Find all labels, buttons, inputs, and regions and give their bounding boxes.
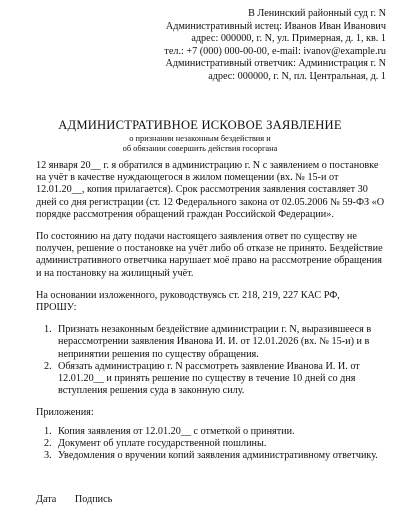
request-list (36, 324, 386, 397)
list-item-number: 1. (44, 324, 52, 336)
paragraph-legal-basis: На основании изложенного, руководствуясь ст. 218, 219, 227 КАС РФ, (36, 289, 340, 301)
header-line-defendant: Административный ответчик: Администрация г. N (165, 58, 386, 70)
paragraph-facts: 12 января 20__ г. я обратился в администрацию г. N с заявлением о постановке на учёт в качестве нуждающегося в жилом помещении (вх. № 15-и от 12.01.20__, копия прилагается). Срок рассмотрения заявления составляет 30 дней со дня регистрации (ст. 12 Федерального закона от 02.05.2006 № 59-ФЗ «О порядке рассмотрения обращений граждан Российской Федерации». (36, 160, 385, 220)
list-item (44, 361, 386, 398)
list-item-text: Документ об уплате государственной пошлины. (58, 437, 267, 449)
attachments-list (36, 426, 386, 463)
list-item-text: Копия заявления от 12.01.20__ с отметкой о принятии. (58, 425, 295, 437)
addressee-block (150, 8, 386, 84)
date-label: Дата (36, 494, 57, 505)
paragraph-request-heading: ПРОШУ: (36, 302, 77, 314)
list-item-number: 2. (44, 437, 52, 449)
signature-label: Подпись (74, 494, 113, 505)
list-item-number: 3. (44, 450, 52, 462)
header-line-plaintiff-contacts: тел.: +7 (000) 000-00-00, e-mail: ivanov@example.ru (164, 45, 386, 57)
list-item (44, 438, 386, 450)
header-line-plaintiff-address: адрес: 000000, г. N, ул. Примерная, д. 1, кв. 1 (191, 33, 386, 45)
list-item (44, 450, 386, 462)
document-body (36, 160, 386, 462)
header-line-plaintiff: Административный истец: Иванов Иван Иванович (165, 20, 386, 32)
list-item (44, 324, 386, 361)
attachments-heading: Приложения: (36, 407, 94, 419)
document-title: АДМИНИСТРАТИВНОЕ ИСКОВОЕ ЗАЯВЛЕНИЕ (58, 118, 342, 132)
document-subtitle (0, 134, 400, 154)
signature-block (36, 494, 128, 505)
subtitle-line-1: о признании незаконным бездействия и (129, 134, 271, 143)
paragraph-inaction: По состоянию на дату подачи настоящего заявления ответ по существу не получен, решение о постановке на учёт либо об отказе не принято. Бездействие административного ответчика нарушает моё право на рассмотрение обращения и на постановку на жилищный учёт. (36, 231, 383, 279)
header-line-defendant-address: адрес: 000000, г. N, пл. Центральная, д. 1 (208, 70, 386, 82)
list-item-text: Обязать администрацию г. N рассмотреть заявление Иванова И. И. от 12.01.20__ и принять решение по существу в течение 10 дней со дня вступления решения суда в законную силу. (58, 360, 360, 397)
list-item-number: 1. (44, 425, 52, 437)
list-item (44, 426, 386, 438)
subtitle-line-2: об обязании совершить действия госоргана (122, 144, 278, 153)
list-item-number: 2. (44, 360, 52, 372)
list-item-text: Признать незаконным бездействие администрации г. N, выразившееся в нерассмотрении заявления Иванова И. И. от 12.01.2026 (вх. № 15-и) и в непринятии решения по существу обращения. (58, 324, 372, 360)
header-line-court: В Ленинский районный суд г. N (248, 8, 386, 19)
list-item-text: Уведомления о вручении копий заявления административному ответчику. (58, 450, 378, 462)
